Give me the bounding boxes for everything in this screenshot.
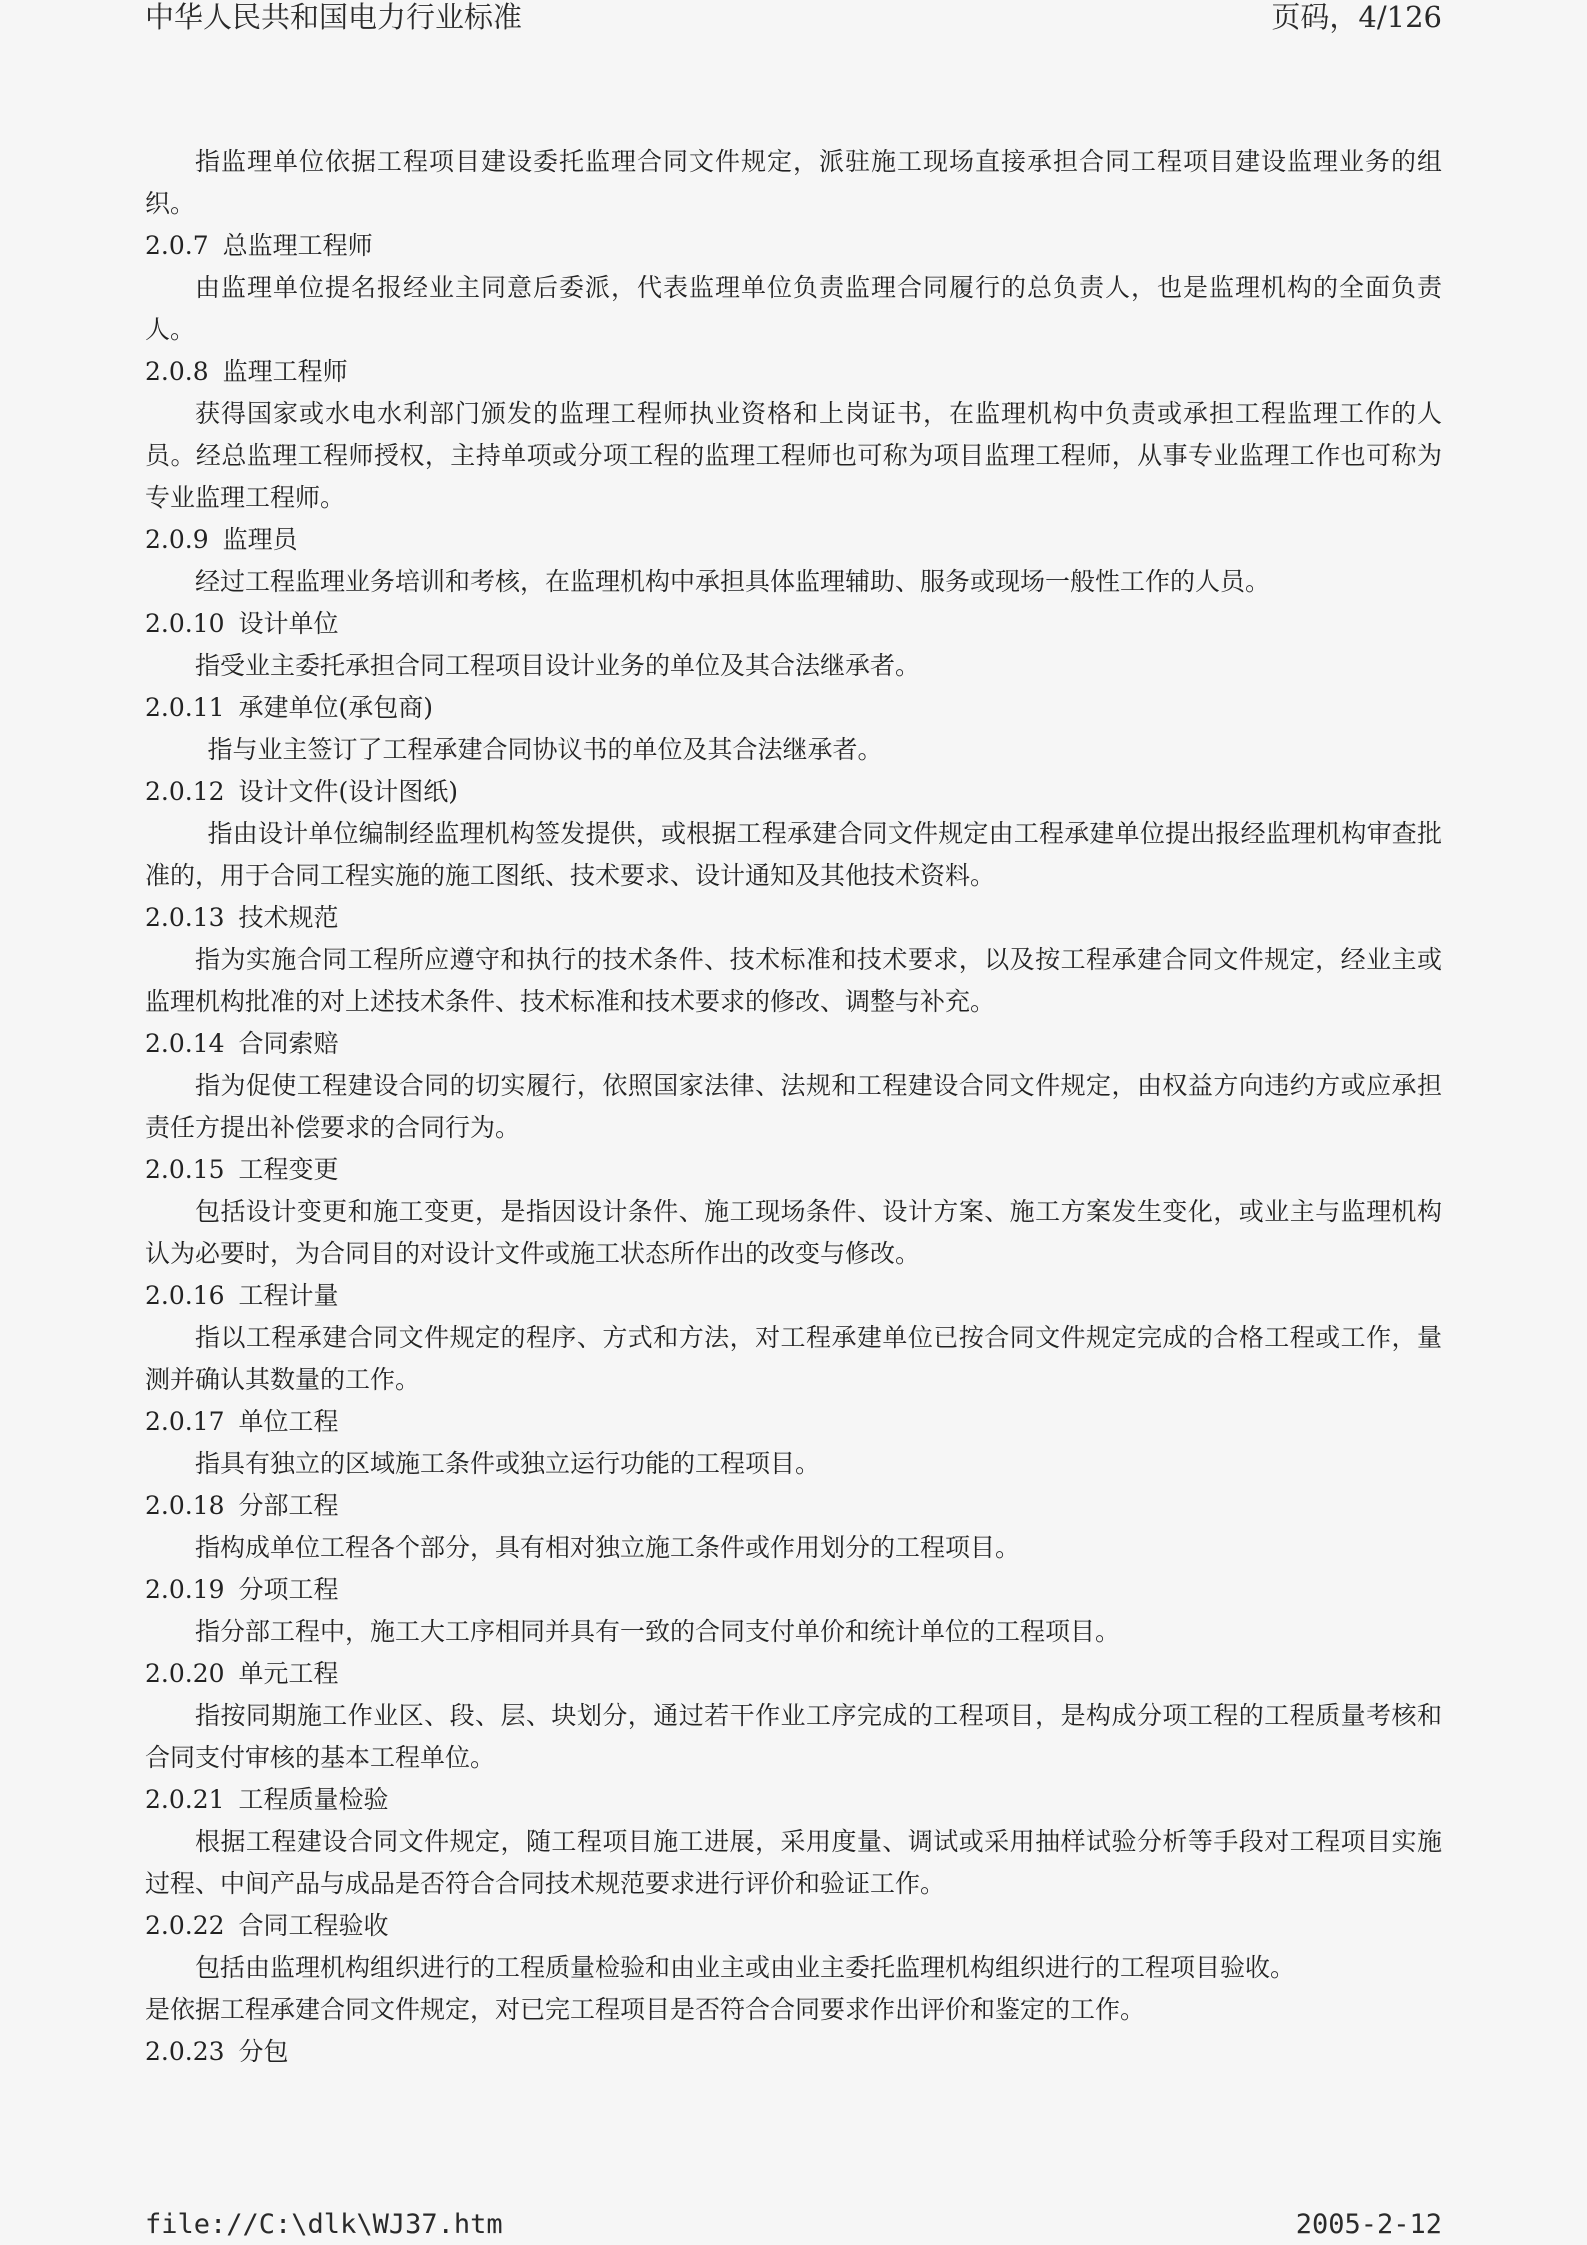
section-heading (145, 1023, 1442, 1065)
section-title: 单位工程 (238, 1407, 339, 1436)
section-title: 技术规范 (238, 903, 339, 932)
section-title: 设计单位 (238, 609, 339, 638)
section-heading (145, 603, 1442, 645)
section-body: 包括由监理机构组织进行的工程质量检验和由业主或由业主委托监理机构组织进行的工程项目验收。 (195, 1953, 1296, 1982)
section-title: 分项工程 (238, 1575, 339, 1604)
section-heading (145, 351, 1442, 393)
section-body: 获得国家或水电水利部门颁发的监理工程师执业资格和上岗证书，在监理机构中负责或承担工程监理工作的人员。经总监理工程师授权，主持单项或分项工程的监理工程师也可称为项目监理工程师，从事专业监理工作也可称为专业监理工程师。 (145, 399, 1442, 512)
section-number: 2.0.19 (145, 1575, 225, 1604)
section-number: 2.0.14 (145, 1029, 225, 1058)
section-number: 2.0.20 (145, 1659, 225, 1688)
section-body: 由监理单位提名报经业主同意后委派，代表监理单位负责监理合同履行的总负责人，也是监理机构的全面负责人。 (145, 273, 1442, 344)
section-number: 2.0.9 (145, 525, 209, 554)
section-heading (145, 1149, 1442, 1191)
section-body: 指按同期施工作业区、段、层、块划分，通过若干作业工序完成的工程项目，是构成分项工程的工程质量考核和合同支付审核的基本工程单位。 (145, 1701, 1442, 1772)
section-body-continued: 是依据工程承建合同文件规定，对已完工程项目是否符合合同要求作出评价和鉴定的工作。 (145, 1995, 1146, 2024)
section-heading (145, 1401, 1442, 1443)
section-number: 2.0.21 (145, 1785, 225, 1814)
section-title: 分包 (238, 2037, 289, 2066)
section-title: 分部工程 (238, 1491, 339, 1520)
page-header (145, 0, 1442, 40)
section-heading (145, 225, 1442, 267)
section-body: 指为实施合同工程所应遵守和执行的技术条件、技术标准和技术要求，以及按工程承建合同文件规定，经业主或监理机构批准的对上述技术条件、技术标准和技术要求的修改、调整与补充。 (145, 945, 1442, 1016)
section-heading (145, 1905, 1442, 1947)
section-heading (145, 771, 1442, 813)
section-heading (145, 1653, 1442, 1695)
section-number: 2.0.13 (145, 903, 225, 932)
document-body (145, 141, 1442, 2073)
page-number: 页码，4/126 (1271, 0, 1442, 34)
section-heading (145, 687, 1442, 729)
section-heading (145, 1569, 1442, 1611)
section-title: 工程变更 (238, 1155, 339, 1184)
section-title: 监理工程师 (222, 357, 348, 386)
section-title: 合同索赔 (238, 1029, 339, 1058)
section-number: 2.0.16 (145, 1281, 225, 1310)
section-number: 2.0.23 (145, 2037, 225, 2066)
section-body: 指构成单位工程各个部分，具有相对独立施工条件或作用划分的工程项目。 (195, 1533, 1021, 1562)
section-body: 根据工程建设合同文件规定，随工程项目施工进展，采用度量、调试或采用抽样试验分析等手段对工程项目实施过程、中间产品与成品是否符合合同技术规范要求进行评价和验证工作。 (145, 1827, 1442, 1898)
section-body: 指分部工程中，施工大工序相同并具有一致的合同支付单价和统计单位的工程项目。 (195, 1617, 1121, 1646)
print-date: 2005-2-12 (1295, 2209, 1442, 2240)
section-title: 合同工程验收 (238, 1911, 389, 1940)
section-body: 指与业主签订了工程承建合同协议书的单位及其合法继承者。 (207, 735, 883, 764)
section-number: 2.0.8 (145, 357, 209, 386)
file-path: file://C:\dlk\WJ37.htm (145, 2209, 503, 2240)
document-title: 中华人民共和国电力行业标准 (145, 0, 523, 34)
section-number: 2.0.11 (145, 693, 225, 722)
section-heading (145, 1779, 1442, 1821)
section-number: 2.0.22 (145, 1911, 225, 1940)
section-body: 指受业主委托承担合同工程项目设计业务的单位及其合法继承者。 (195, 651, 921, 680)
section-number: 2.0.18 (145, 1491, 225, 1520)
section-title: 承建单位(承包商) (238, 693, 434, 722)
section-body: 指具有独立的区域施工条件或独立运行功能的工程项目。 (195, 1449, 821, 1478)
section-number: 2.0.7 (145, 231, 209, 260)
section-body: 经过工程监理业务培训和考核，在监理机构中承担具体监理辅助、服务或现场一般性工作的人员。 (195, 567, 1271, 596)
section-number: 2.0.17 (145, 1407, 225, 1436)
section-body: 包括设计变更和施工变更，是指因设计条件、施工现场条件、设计方案、施工方案发生变化，或业主与监理机构认为必要时，为合同目的对设计文件或施工状态所作出的改变与修改。 (145, 1197, 1442, 1268)
section-body: 指为促使工程建设合同的切实履行，依照国家法律、法规和工程建设合同文件规定，由权益方向违约方或应承担责任方提出补偿要求的合同行为。 (145, 1071, 1442, 1142)
section-number: 2.0.10 (145, 609, 225, 638)
section-heading (145, 519, 1442, 561)
page-footer (145, 2208, 1442, 2242)
section-title: 工程质量检验 (238, 1785, 389, 1814)
section-title: 总监理工程师 (222, 231, 373, 260)
section-heading (145, 897, 1442, 939)
section-number: 2.0.12 (145, 777, 225, 806)
section-title: 工程计量 (238, 1281, 339, 1310)
section-heading (145, 1485, 1442, 1527)
section-heading (145, 1275, 1442, 1317)
section-body: 指以工程承建合同文件规定的程序、方式和方法，对工程承建单位已按合同文件规定完成的合格工程或工作，量测并确认其数量的工作。 (145, 1323, 1442, 1394)
section-body: 指由设计单位编制经监理机构签发提供，或根据工程承建合同文件规定由工程承建单位提出报经监理机构审查批准的，用于合同工程实施的施工图纸、技术要求、设计通知及其他技术资料。 (145, 819, 1442, 890)
section-number: 2.0.15 (145, 1155, 225, 1184)
opening-paragraph: 指监理单位依据工程项目建设委托监理合同文件规定，派驻施工现场直接承担合同工程项目建设监理业务的组织。 (145, 147, 1442, 218)
section-title: 单元工程 (238, 1659, 339, 1688)
section-heading (145, 2031, 1442, 2073)
section-title: 监理员 (222, 525, 298, 554)
section-title: 设计文件(设计图纸) (238, 777, 459, 806)
